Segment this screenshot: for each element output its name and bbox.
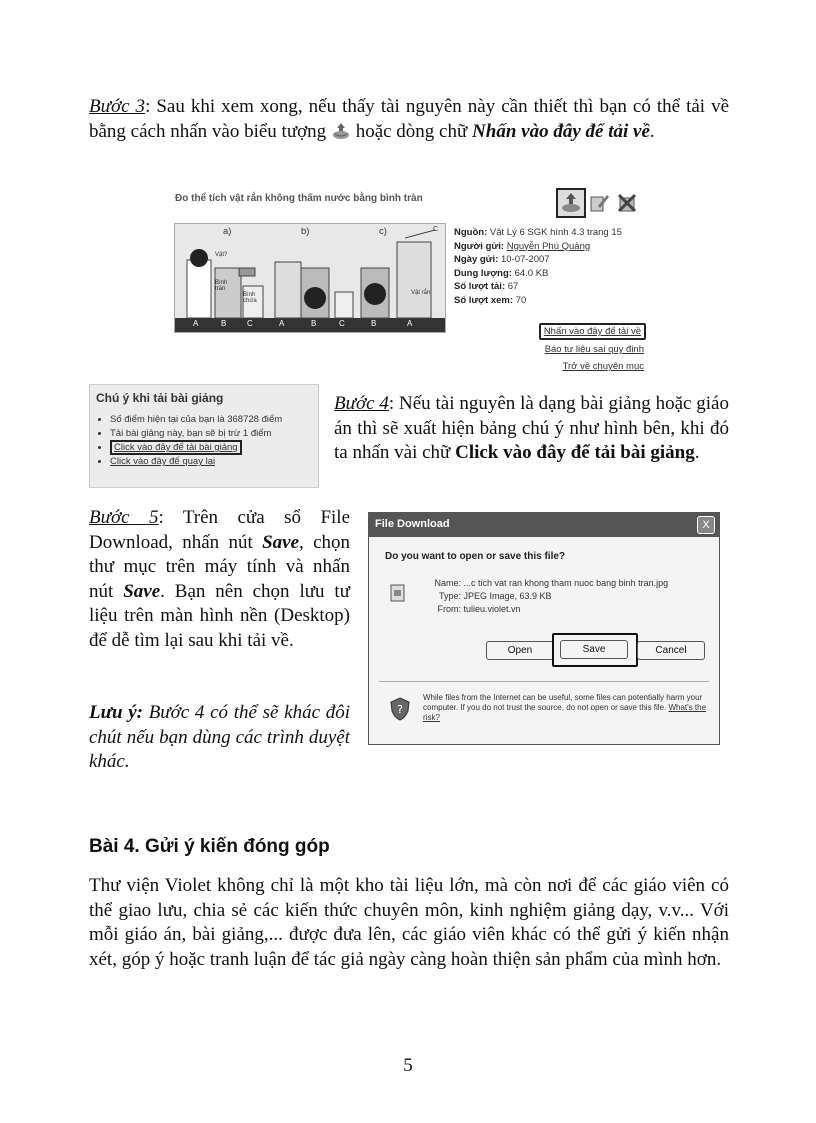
- step3-paragraph: Bước 3: Sau khi xem xong, nếu thấy tài nguyên này cần thiết thì bạn có thể tải về bằng cách nhấn vào biểu tượng hoặc dòng chữ Nhấn vào đây để tải về.: [89, 96, 730, 142]
- file-from-row: From: tulieu.violet.vn: [437, 604, 521, 614]
- dialog-title: File Download: [375, 518, 450, 530]
- fig-label-b: b): [301, 226, 310, 237]
- close-icon[interactable]: X: [697, 516, 715, 534]
- go-back-link[interactable]: Click vào đây để quay lại: [110, 456, 216, 467]
- fig-label-a: a): [223, 226, 232, 237]
- delete-icon[interactable]: [616, 192, 638, 214]
- file-icon: [389, 583, 407, 603]
- list-item: • Tải bài giảng này, bạn sẽ bị trừ 1 điểm: [110, 427, 282, 441]
- resource-title: Đo thể tích vật rắn không thấm nước bằng bình tràn: [175, 193, 423, 204]
- list-item[interactable]: [110, 455, 282, 469]
- file-type-row: Type: JPEG Image, 63.9 KB: [438, 591, 552, 601]
- step5-paragraph: Bước 5: Trên cửa sổ File Download, nhấn nút Save, chọn thư mục trên máy tính và nhấn nút Save. Bạn nên chọn lưu tư liệu trên màn hình nền (Desktop) để dễ tìm lại sau khi tải về.: [89, 507, 350, 651]
- file-download-dialog: [368, 512, 720, 745]
- inner-label: C: [433, 226, 439, 233]
- save-button-highlight: [552, 633, 638, 667]
- step3-label: Bước 3: [89, 96, 146, 117]
- download-icon: [331, 122, 351, 140]
- list-item: • Số điểm hiện tại của bạn là 368728 điểm: [110, 413, 282, 427]
- notice-panel: [89, 384, 319, 488]
- note-paragraph: Lưu ý: Bước 4 có thể sẽ khác đôi chút nếu bạn dùng các trình duyệt khác.: [89, 702, 350, 772]
- dialog-question: Do you want to open or save this file?: [385, 551, 566, 562]
- inner-label: Bình chứa: [243, 292, 257, 304]
- step3-bold: Nhấn vào đây để tải về: [472, 120, 650, 142]
- risk-link[interactable]: What's the risk?: [423, 703, 707, 722]
- download-link[interactable]: Nhấn vào đây để tải về: [539, 323, 646, 340]
- back-link[interactable]: Trở về chuyên mục: [562, 361, 644, 372]
- dialog-titlebar: [369, 513, 719, 537]
- resource-toolbar: [550, 188, 646, 216]
- list-item[interactable]: [110, 441, 282, 455]
- report-link[interactable]: Báo tư liệu sai quy định: [544, 344, 644, 355]
- download-button-icon[interactable]: [556, 188, 586, 218]
- svg-text:?: ?: [397, 703, 403, 716]
- inner-label: Bình tràn: [215, 280, 228, 292]
- download-lesson-link[interactable]: Click vào đây để tải bài giảng: [110, 440, 242, 455]
- step4-bold: Click vào đây để tải bài giảng: [455, 442, 695, 463]
- info-row: Số lượt xem: 70: [454, 294, 527, 306]
- sender-link[interactable]: Nguyễn Phú Quảng: [506, 240, 591, 252]
- step4-paragraph: Bước 4: Nếu tài nguyên là dạng bài giảng hoặc giáo án thì sẽ xuất hiện bảng chú ý như hình bên, khi đó ta nhấn vài chữ Click vào đây để tải bài giảng.: [334, 393, 729, 463]
- step5-label: Bước 5: [89, 507, 159, 528]
- file-details: [429, 577, 714, 616]
- step4-label: Bước 4: [334, 393, 389, 414]
- section-heading: Bài 4. Gửi ý kiến đóng góp: [89, 836, 330, 857]
- cancel-button[interactable]: Cancel: [637, 641, 705, 660]
- abc-row: A B C A B C B A: [193, 319, 413, 328]
- notice-list: [90, 413, 282, 469]
- save-button[interactable]: Save: [560, 640, 628, 659]
- fig-label-c: c): [379, 226, 387, 237]
- dialog-warning: While files from the Internet can be useful, some files can potentially harm your computer. If you do not trust the source, do not open or save this file. What's the risk?: [423, 693, 707, 722]
- page-number: 5: [403, 1055, 413, 1076]
- inner-label: Vật rắn: [411, 290, 431, 296]
- note-label: Lưu ý:: [89, 702, 144, 723]
- shield-icon: [389, 697, 411, 721]
- info-row: Người gửi: Nguyễn Phú Quảng: [454, 240, 591, 252]
- resource-panel: [172, 186, 646, 376]
- info-row: Ngày gửi: 10-07-2007: [454, 254, 550, 266]
- info-row: Nguồn: Vật Lý 6 SGK hình 4.3 trang 15: [454, 227, 622, 238]
- notice-title: Chú ý khi tải bài giảng: [96, 391, 224, 405]
- open-button[interactable]: Open: [486, 641, 554, 660]
- inner-label: Vật?: [215, 252, 228, 258]
- experiment-drawing: [175, 224, 445, 332]
- edit-icon[interactable]: [588, 192, 610, 214]
- info-row: Số lượt tải: 67: [454, 281, 519, 293]
- file-name-row: Name: ...c tich vat ran khong tham nuoc bang binh tran.jpg: [434, 578, 669, 588]
- section-body: Thư viện Violet không chỉ là một kho tài liệu lớn, mà còn nơi để các giáo viên có thể giao lưu, chia sẻ các kiến thức chuyên môn, kinh nghiệm giảng dạy, v.v... Với mỗi giáo án, bài giảng,... được đưa lên, các giáo viên khác có thể gửi ý kiến nhận xét, góp ý hoặc tranh luận để tác giả ngày càng hoàn thiện sản phẩm của mình hơn.: [89, 875, 729, 970]
- info-row: Dung lượng: 64.0 KB: [454, 267, 549, 279]
- resource-info: [454, 226, 646, 308]
- dialog-divider: [379, 681, 709, 682]
- experiment-figure: [174, 223, 446, 333]
